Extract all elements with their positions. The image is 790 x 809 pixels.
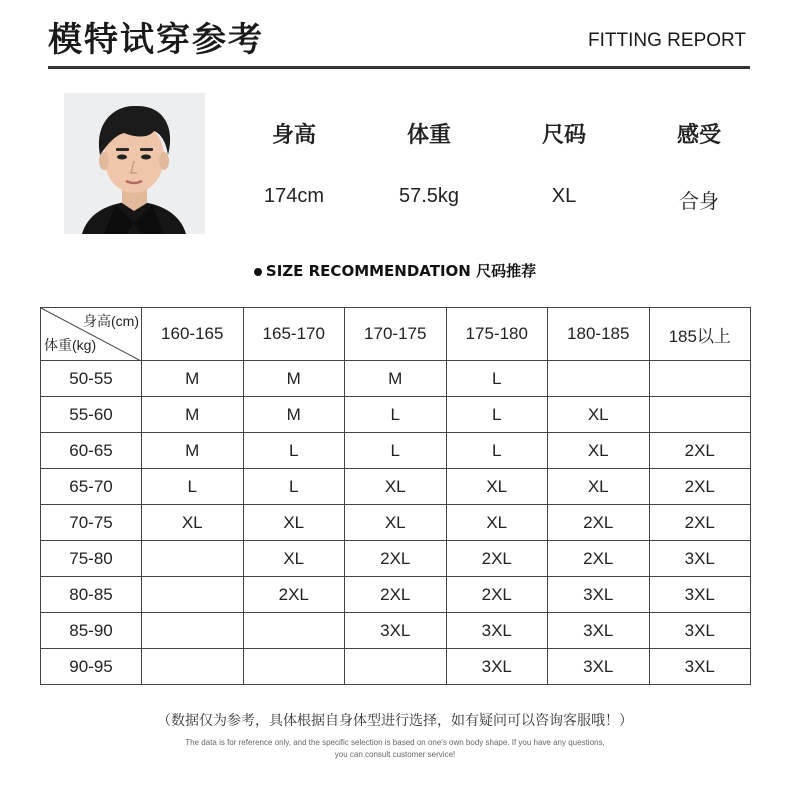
table-row xyxy=(41,613,751,649)
stat-feeling-value: 合身 xyxy=(679,191,719,213)
row-header: 75-80 xyxy=(41,541,142,577)
table-row xyxy=(41,541,751,577)
size-cell: M xyxy=(142,433,244,469)
size-cell: 3XL xyxy=(548,649,650,685)
row-header: 80-85 xyxy=(41,577,142,613)
size-cell: M xyxy=(345,361,447,397)
size-cell xyxy=(345,649,447,685)
size-cell: 3XL xyxy=(649,613,751,649)
row-header: 50-55 xyxy=(41,361,142,397)
size-cell: 3XL xyxy=(345,613,447,649)
size-cell: XL xyxy=(446,505,548,541)
size-cell: XL xyxy=(345,505,447,541)
bullet-icon xyxy=(254,268,262,276)
disclaimer-cn: （数据仅为参考，具体根据自身体型进行选择，如有疑问可以咨询客服哦！） xyxy=(157,713,633,729)
table-row xyxy=(41,433,751,469)
size-cell: L xyxy=(243,469,345,505)
corner-weight-label: 体重(kg) xyxy=(44,337,97,353)
size-cell: XL xyxy=(548,397,650,433)
row-header: 70-75 xyxy=(41,505,142,541)
size-cell: L xyxy=(446,361,548,397)
stat-height xyxy=(229,118,359,208)
table-row xyxy=(41,649,751,685)
column-header: 180-185 xyxy=(548,308,650,361)
size-cell: 2XL xyxy=(548,505,650,541)
size-cell: 2XL xyxy=(243,577,345,613)
row-header: 65-70 xyxy=(41,469,142,505)
size-cell: M xyxy=(243,361,345,397)
column-header: 185以上 xyxy=(649,308,751,361)
stat-feeling-label: 感受 xyxy=(676,123,721,148)
size-cell xyxy=(243,649,345,685)
size-cell: L xyxy=(446,397,548,433)
size-recommendation-text: SIZE RECOMMENDATION 尺码推荐 xyxy=(265,262,537,280)
size-cell xyxy=(142,577,244,613)
size-cell: 2XL xyxy=(649,433,751,469)
disclaimer-en-line2: you can consult customer service! xyxy=(334,750,456,759)
size-cell: XL xyxy=(345,469,447,505)
size-cell: 3XL xyxy=(649,541,751,577)
size-cell: L xyxy=(345,397,447,433)
size-cell: M xyxy=(142,397,244,433)
size-cell: 2XL xyxy=(446,577,548,613)
table-header-row xyxy=(41,308,751,361)
table-row xyxy=(41,469,751,505)
row-header: 60-65 xyxy=(41,433,142,469)
size-cell: L xyxy=(345,433,447,469)
header-divider xyxy=(48,66,750,69)
stat-weight xyxy=(364,118,494,208)
column-header: 160-165 xyxy=(142,308,244,361)
row-header: 85-90 xyxy=(41,613,142,649)
size-cell xyxy=(243,613,345,649)
size-cell: XL xyxy=(142,505,244,541)
size-cell xyxy=(649,397,751,433)
disclaimer-en-line1: The data is for reference only, and the specific selection is based on one's own body shape. If you have any questions, xyxy=(185,738,605,747)
row-header: 90-95 xyxy=(41,649,142,685)
size-cell: XL xyxy=(548,469,650,505)
size-cell: L xyxy=(446,433,548,469)
page-title-cn: 模特试穿参考 xyxy=(48,20,264,60)
stat-height-label: 身高 xyxy=(271,123,316,148)
table-row xyxy=(41,361,751,397)
stat-weight-label: 体重 xyxy=(406,123,451,148)
model-portrait-icon xyxy=(64,93,205,234)
column-header: 170-175 xyxy=(345,308,447,361)
size-recommendation-title xyxy=(0,260,790,281)
table-row xyxy=(41,505,751,541)
corner-height-label: 身高(cm) xyxy=(83,313,139,329)
size-cell: 3XL xyxy=(446,613,548,649)
size-cell: XL xyxy=(243,505,345,541)
row-header: 55-60 xyxy=(41,397,142,433)
table-row xyxy=(41,397,751,433)
size-chart-table xyxy=(40,307,751,685)
size-cell: XL xyxy=(548,433,650,469)
column-header: 165-170 xyxy=(243,308,345,361)
size-cell: XL xyxy=(243,541,345,577)
model-photo xyxy=(64,93,205,234)
size-cell: M xyxy=(243,397,345,433)
size-cell xyxy=(142,541,244,577)
size-cell xyxy=(649,361,751,397)
size-cell xyxy=(142,613,244,649)
size-cell: 2XL xyxy=(548,541,650,577)
stat-size-value: XL xyxy=(551,185,577,207)
stat-size-label: 尺码 xyxy=(541,123,586,148)
size-cell: 3XL xyxy=(649,649,751,685)
column-header: 175-180 xyxy=(446,308,548,361)
size-cell: 3XL xyxy=(446,649,548,685)
size-cell: XL xyxy=(446,469,548,505)
stat-feeling xyxy=(634,118,764,214)
size-cell: 2XL xyxy=(649,469,751,505)
size-cell: 3XL xyxy=(548,613,650,649)
size-cell: 2XL xyxy=(446,541,548,577)
size-cell: M xyxy=(142,361,244,397)
page-title-en: FITTING REPORT xyxy=(588,30,746,51)
size-cell: 2XL xyxy=(345,541,447,577)
size-cell: L xyxy=(142,469,244,505)
size-cell: L xyxy=(243,433,345,469)
size-cell xyxy=(548,361,650,397)
table-row xyxy=(41,577,751,613)
size-cell: 2XL xyxy=(345,577,447,613)
size-cell: 3XL xyxy=(548,577,650,613)
size-cell: 3XL xyxy=(649,577,751,613)
stat-weight-value: 57.5kg xyxy=(398,185,460,207)
disclaimer-en xyxy=(0,737,790,761)
size-cell: 2XL xyxy=(649,505,751,541)
stat-height-value: 174cm xyxy=(263,185,325,207)
table-corner-cell xyxy=(41,308,142,361)
stat-size xyxy=(499,118,629,208)
size-cell xyxy=(142,649,244,685)
